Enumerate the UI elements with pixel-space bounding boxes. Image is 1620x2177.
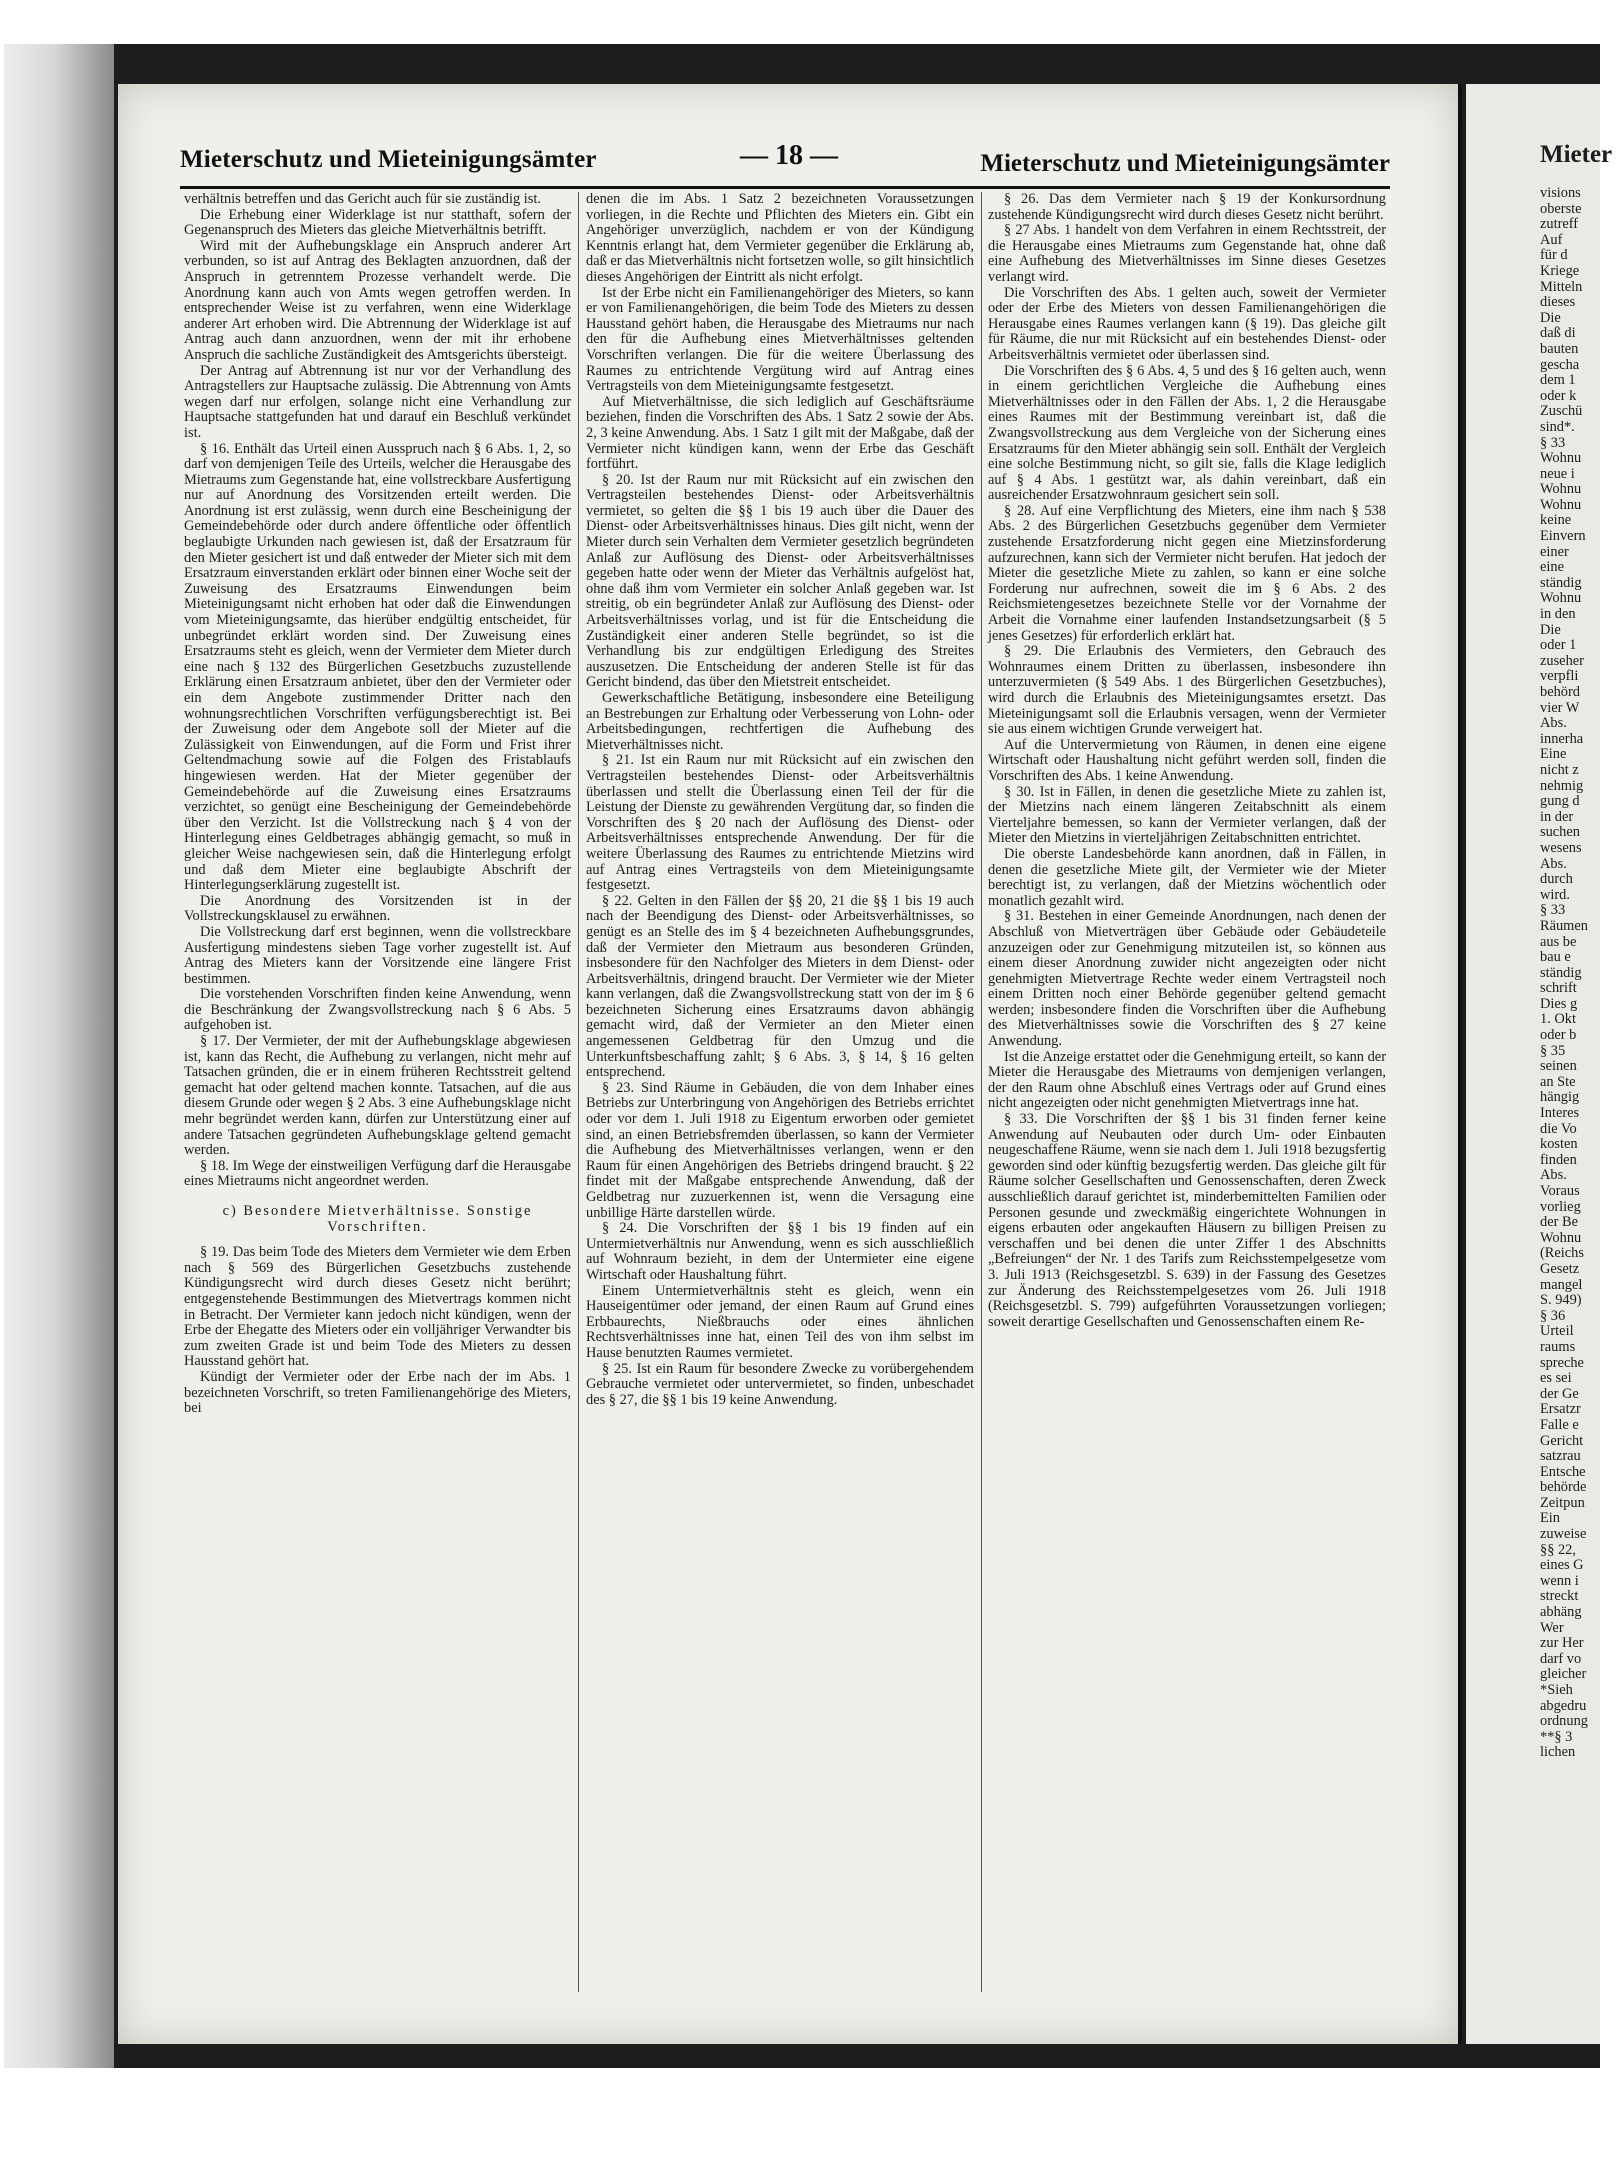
next-page-line: Voraus: [1540, 1183, 1580, 1199]
next-page-line: S. 949): [1540, 1292, 1582, 1309]
next-page-line: eines G: [1540, 1557, 1584, 1574]
next-page-line: es sei: [1540, 1370, 1572, 1387]
paragraph: § 19. Das beim Tode des Mieters dem Vermieter wie dem Erben nach § 569 des Bürgerlichen Gesetzbuchs zustehende Kündigungsrecht wird durch dieses Gesetz nicht berührt; entgegenstehende Bestimmungen des Mietvertrags kommen nicht in Betracht. Der Vermieter kann jedoch nicht kündigen, wenn der Erbe der Ehegatte des Mieters oder ein volljähriger Verwandter bis zum zweiten Grade ist und beim Tode des Mieters zu dessen Hausstand gehört hat.: [184, 1244, 571, 1370]
page-number: — 18 —: [740, 140, 838, 171]
next-page-line: streckt: [1540, 1588, 1579, 1605]
next-page-line: wenn i: [1540, 1572, 1579, 1589]
next-page-line: gleicher: [1540, 1666, 1587, 1683]
next-page-line: wird.: [1540, 886, 1570, 903]
next-page-line: Abs.: [1540, 1167, 1567, 1184]
paragraph: Die Vollstreckung darf erst beginnen, wenn die vollstreckbare Ausfertigung mindestens sieben Tage vorher zugestellt ist. Auf Antrag des Mieters kann der Vorsitzende eine längere Frist bestimmen.: [184, 923, 571, 987]
paragraph: § 28. Auf eine Verpflichtung des Mieters, eine ihm nach § 538 Abs. 2 des Bürgerlichen Gesetzbuchs gegenüber dem Vermieter zustehende Ersatzforderung nicht gegen eine Mietzinsforderung aufzurechnen, kann sich der Vermieter nicht berufen. Hat jedoch der Mieter die gesetzliche Miete zu zahlen, so kann er eine solche Forderung nur aufrechnen, soweit die im § 6 Abs. 2 des Reichsmietengesetzes bezeichnete Stelle vor der Vornahme der Arbeit die Vornahme einer laufenden Instandsetzungsarbeit (§ 5 jenes Gesetzes) für erforderlich erklärt hat.: [988, 502, 1386, 644]
next-page-line: nehmig: [1540, 777, 1584, 794]
paragraph: Ist die Anzeige erstattet oder die Genehmigung erteilt, so kann der Mieter die Herausgabe des Mietraums von demjenigen verlangen, der den Raum ohne Abschluß eines Vertrags oder auf Grund eines nicht angezeigten oder nicht genehmigten Mietvertrags inne hat.: [988, 1048, 1386, 1112]
next-page-line: Wohnu: [1540, 496, 1582, 513]
paragraph: Ist der Erbe nicht ein Familienangehöriger des Mieters, so kann er von Familienangehörigen, die beim Tode des Mieters zu dessen Hausstand gehört haben, die Herausgabe des Mietraums nur nach den für die Aufhebung eines Mietverhältnisses geltenden Vorschriften verlangen. Die für die weitere Überlassung des Raumes zu entrichtende Vergütung wird auf Antrag eines Vertragsteils von dem Mieteinigungsamte festgesetzt.: [586, 284, 974, 395]
paragraph: c) Besondere Mietverhältnisse. Sonstige Vorschriften.: [222, 1203, 533, 1235]
next-page-line: zutreff: [1540, 216, 1579, 233]
paragraph: § 17. Der Vermieter, der mit der Aufhebungsklage abgewiesen ist, kann das Recht, die Aufhebung zu verlangen, nicht mehr auf Tatsachen gründen, die er in einem früheren Rechtsstreit geltend gemacht hat oder geltend machen konnte. Tatsachen, auf die aus diesem Grunde oder wegen § 2 Abs. 3 eine Aufhebungsklage nicht mehr begründet werden kann, dürfen zur Unterstützung einer auf andere Tatsachen gegründeten Aufhebungsklage geltend gemacht werden.: [184, 1033, 571, 1159]
next-page-line: § 36: [1540, 1307, 1566, 1324]
next-page-line: einer: [1540, 543, 1569, 560]
next-page-line: Die: [1540, 621, 1561, 638]
next-page-line: spreche: [1540, 1354, 1584, 1371]
next-page-line: zur Her: [1540, 1635, 1584, 1652]
next-page-line: behörde: [1540, 1479, 1587, 1496]
paragraph: Der Antrag auf Abtrennung ist nur vor der Verhandlung des Antragstellers zur Hauptsache zulässig. Die Abtrennung von Amts wegen darf nur erfolgen, solange nicht eine Verhandlung zur Hauptsache stattgefunden hat und darauf ein Beschluß verkündet ist.: [184, 362, 571, 441]
next-page-line: bau e: [1540, 949, 1571, 966]
paragraph: § 33. Die Vorschriften der §§ 1 bis 31 finden ferner keine Anwendung auf Neubauten oder durch Um- oder Einbauten neugeschaffene Räume, wenn sie nach dem 1. Juli 1918 bezugsfertig geworden sind oder künftig bezugsfertig werden. Das gleiche gilt für Räume solcher Gesellschaften und Genossenschaften, deren Zweck ausschließlich darauf gerichtet ist, minderbemittelten Familien oder Personen gesunde und zweckmäßig eingerichtete Wohnungen in eigens erbauten oder angekauften Häusern zu billigen Preisen zu verschaffen und bei denen die unter Ziffer 1 des Abschnitts „Befreiungen“ der Nr. 1 des Tarifs zum Reichsstempelgesetze vom 3. Juli 1913 (Reichsgesetzbl. S. 639) in der Fassung des Gesetzes zur Änderung des Reichsstempelgesetzes vom 26. Juli 1918 (Reichsgesetzbl. S. 799) aufgeführten Voraussetzungen vorliegen; soweit derartige Gesellschaften und Genossenschaften einem Re-: [988, 1111, 1386, 1330]
next-page-line: Mitteln: [1540, 278, 1583, 295]
paragraph: Auf Mietverhältnisse, die sich lediglich auf Geschäftsräume beziehen, finden die Vorschriften des Abs. 1 Satz 2 sowie der Abs. 2, 3 keine Anwendung. Abs. 1 Satz 1 gilt mit der Maßgabe, daß der Vermieter nicht kündigen kann, wenn der Erbe das Geschäft fortführt.: [586, 393, 974, 473]
next-page-line: zuweise: [1540, 1526, 1587, 1543]
next-page-line: durch: [1540, 871, 1573, 888]
next-page-line: ständig: [1540, 574, 1582, 591]
next-page-line: Kriege: [1540, 262, 1580, 279]
paragraph: Die vorstehenden Vorschriften finden keine Anwendung, wenn die Beschränkung der Zwangsvollstreckung nach § 6 Abs. 5 aufgehoben ist.: [184, 986, 571, 1034]
paragraph: denen die im Abs. 1 Satz 2 bezeichneten Voraussetzungen vorliegen, in die Rechte und Pflichten des Mieters ein. Gibt ein Angehöriger unverzüglich, nachdem er von der Kündigung Kenntnis erlangt hat, dem Vermieter gegenüber die Erklärung ab, daß er das Mietverhältnis nicht fortsetzen wolle, so gilt hinsichtlich dieses Angehörigen der Eintritt als nicht erfolgt.: [586, 191, 974, 285]
paragraph: Gewerkschaftliche Betätigung, insbesondere eine Beteiligung an Bestrebungen zur Erhaltung oder Verbesserung von Lohn- oder Arbeitsbedingungen, rechtfertigen die Aufhebung des Mietverhältnisses nicht.: [586, 690, 974, 753]
next-page-line: visions: [1540, 185, 1581, 201]
next-page-running-head: Mieter: [1540, 141, 1613, 168]
next-page-line: ordnung: [1540, 1713, 1588, 1730]
next-page-line: Abs.: [1540, 855, 1567, 872]
next-page-line: suchen: [1540, 824, 1580, 841]
paragraph: § 21. Ist ein Raum nur mit Rücksicht auf ein zwischen den Vertragsteilen bestehendes Dienst- oder Arbeitsverhältnis überlassen und stellt die Überlassung einen Teil der für die Leistung der Dienste zu gewährenden Vergütung dar, so finden die Vorschriften des § 20 nach der Auflösung des Dienst- oder Arbeitsverhältnisses entsprechende Anwendung. Der für die weitere Überlassung des Raumes zu entrichtende Mietzins wird auf Antrag eines Vertragsteils von dem Mieteinigungsamte festgesetzt.: [586, 752, 974, 894]
paragraph: § 22. Gelten in den Fällen der §§ 20, 21 die §§ 1 bis 19 auch nach der Beendigung des Dienst- oder Arbeitsverhältnisses, so genügt es an Stelle des im § 4 bezeichneten Aufhebungsgrundes, daß der Vermieter den Mietraum aus besonderen Gründen, insbesondere für den Nachfolger des Mieters in dem Dienst- oder Arbeitsverhältnis, dringend braucht. Der Vermieter wie der Mieter kann verlangen, daß die Zwangsvollstreckung statt von der im § 6 bezeichneten Sicherung eines Ersatzraums davon abhängig gemacht wird, daß der Vermieter an den Mieter einen angemessenen Geldbetrag für den Umzug und die Unterkunftsbeschaffung zahlt; § 6 Abs. 3, § 14, § 16 gelten entsprechend.: [586, 892, 974, 1081]
next-page-line: oder 1: [1540, 637, 1577, 654]
paragraph: Einem Untermietverhältnis steht es gleich, wenn ein Hauseigentümer oder jemand, der einen Raum auf Grund eines Erbbaurechts, Nießbrauchs oder eines ähnlichen Rechtsverhältnisses inne hat, einen Teil des von ihm selbst im Hause benutzten Raumes vermietet.: [586, 1282, 974, 1361]
next-page-line: mangel: [1540, 1276, 1583, 1293]
paragraph: § 27 Abs. 1 handelt von dem Verfahren in einem Rechtsstreit, der die Herausgabe eines Mietraums zum Gegenstande hat, ohne daß eine Aufhebung des Mietverhältnisses im Sinne dieses Gesetzes verlangt wird.: [988, 222, 1386, 285]
next-page-line: oder k: [1540, 387, 1577, 404]
text-column-3: [988, 192, 1386, 1992]
next-page-line: Wohnu: [1540, 481, 1582, 498]
paragraph: § 30. Ist in Fällen, in denen die gesetzliche Miete zu zahlen ist, der Mietzins nach einem längeren Zeitabschnitt als einem Vierteljahre bemessen, so kann der Vermieter verlangen, daß der Mieter den Mietzins in vierteljährigen Zeitabschnitten entrichtet.: [988, 783, 1386, 847]
next-page-line: schrift: [1540, 980, 1577, 997]
next-page-line: Ersatzr: [1540, 1401, 1581, 1418]
next-page-line: Interes: [1540, 1105, 1580, 1122]
next-page-line: keine: [1540, 512, 1572, 529]
next-page-line: abhäng: [1540, 1604, 1582, 1621]
next-page-line: Abs.: [1540, 715, 1567, 732]
next-page-line: bauten: [1540, 340, 1579, 357]
next-page-line: Die: [1540, 309, 1561, 326]
paragraph: Die oberste Landesbehörde kann anordnen, daß in Fällen, in denen die gesetzliche Miete gilt, der Vermieter wie der Mieter berechtigt ist, zu verlangen, daß der Mietzins wöchentlich oder monatlich gezahlt wird.: [988, 845, 1386, 909]
next-page-line: verpfli: [1540, 668, 1579, 685]
next-page-line: Zuschü: [1540, 403, 1583, 420]
running-head-rule: [180, 186, 1390, 189]
running-head-left: Mieterschutz und Mieteinigungsämter: [180, 146, 597, 173]
next-page-line: innerha: [1540, 730, 1584, 747]
paragraph: Kündigt der Vermieter oder der Erbe nach der im Abs. 1 bezeichneten Vorschrift, so treten Familienangehörige des Mieters, bei: [184, 1368, 571, 1417]
page-gutter: [1458, 84, 1462, 2044]
next-page-line: wesens: [1540, 839, 1582, 856]
paragraph: § 20. Ist der Raum nur mit Rücksicht auf ein zwischen den Vertragsteilen bestehendes Dienst- oder Arbeitsverhältnis vermietet, so gelten die §§ 1 bis 19 auch über die Dauer des Dienst- oder Arbeitsverhältnisses hinaus. Dies gilt nicht, wenn der Mieter durch sein Verhalten dem Vermieter gesetzlich begründeten Anlaß zur Auflösung des Dienst- oder Arbeitsverhältnisses gegeben hatte oder wenn der Mieter das Verhältnis aufgelöst hat, ohne daß ihm vom Vermieter ein solcher Anlaß gegeben war. Ist streitig, ob ein begründeter Anlaß zur Auflösung des Dienst- oder Arbeitsverhältnisses vorlag, und ist für die Entscheidung die Zuständigkeit einer anderen Stelle begründet, so ist die Verhandlung bis zur endgültigen Erledigung des Streites auszusetzen. Die Entscheidung der anderen Stelle ist für das Gericht bindend, das über den Mietstreit entscheidet.: [586, 471, 974, 691]
next-page-line: aus be: [1540, 933, 1577, 950]
paragraph: Wird mit der Aufhebungsklage ein Anspruch anderer Art verbunden, so ist auf Antrag des Beklagten anzuordnen, daß der Anspruch in getrenntem Prozesse verhandelt werde. Die Anordnung kann auch von Amts wegen getroffen werden. In entsprechender Weise ist zu verfahren, wenn eine Widerklage anderer Art erhoben wird. Die Abtrennung der Widerklage ist auf Antrag auch dann anzuordnen, wenn der mit ihr erhobene Anspruch die sachliche Zuständigkeit des Amtsgerichts übersteigt.: [184, 237, 571, 363]
next-page-line: seinen: [1540, 1058, 1577, 1075]
next-page-line: abgedru: [1540, 1697, 1587, 1714]
next-page-line: § 33: [1540, 902, 1566, 919]
next-page-line: gung d: [1540, 793, 1580, 810]
text-column-2: [586, 192, 974, 1992]
next-page-line: behörd: [1540, 684, 1580, 700]
next-page-line: der Ge: [1540, 1385, 1579, 1402]
next-page-line: Gericht: [1540, 1432, 1584, 1449]
next-page-line: zuseher: [1540, 652, 1584, 669]
running-head-right: Mieterschutz und Mieteinigungsämter: [980, 150, 1390, 177]
paragraph: verhältnis betreffen und das Gericht auch für sie zuständig ist.: [184, 191, 541, 207]
paragraph: Die Anordnung des Vorsitzenden ist in der Vollstreckungsklausel zu erwähnen.: [184, 892, 571, 925]
scan-left-margin: [4, 44, 114, 2068]
next-page-line: daß di: [1540, 325, 1576, 342]
next-page-line: Wohnu: [1540, 590, 1582, 607]
next-page-line: Gesetz: [1540, 1260, 1580, 1277]
next-page-line: Entsche: [1540, 1463, 1586, 1480]
running-head: [180, 140, 1390, 184]
next-page-line: **§ 3: [1540, 1728, 1573, 1745]
next-page-line: oder b: [1540, 1027, 1577, 1044]
paragraph: § 16. Enthält das Urteil einen Ausspruch nach § 6 Abs. 1, 2, so darf von demjenigen Teile des Urteils, welcher die Herausgabe des Mietraums zum Gegenstande hat, eine vollstreckbare Ausfertigung nur auf Anordnung des Vorsitzenden erteilt werden. Die Anordnung ist erst zulässig, wenn durch eine Bescheinigung der Gemeindebehörde oder durch andere öffentliche oder öffentlich beglaubigte Urkunden nach gewiesen ist, daß der Ersatzraum für den Mieter gesichert ist und daß entweder der Mieter sich mit dem Ersatzraum einverstanden erklärt oder binnen einer Woche seit der Zuweisung des Ersatzraums Einwendungen beim Mieteinigungsamt nicht erhoben hat oder daß die Einwendungen vom Mieteinigungsamte, das hierüber endgültig entscheidet, für unbegründet erklärt worden sind. Der Zuweisung eines Ersatzraums steht es gleich, wenn der Vermieter dem Mieter durch eine nach § 132 des Bürgerlichen Gesetzbuchs zuzustellende Erklärung einen Ersatzraum anbietet, über den der Vermieter oder ein dem Angebote zustimmender Dritter nach den wohnungsrechtlichen Vorschriften verfügungsberechtigt ist. Bei der Zuweisung oder dem Angebote soll der Mieter auf die Zulässigkeit von Einwendungen, auf die Form und Frist ihrer Geltendmachung sowie auf die Folgen des Fristablaufs hingewiesen werden. Hat der Mieter gegenüber der Gemeindebehörde auf die Zuweisung eines Ersatzraums verzichtet, so genügt eine Bescheinigung der Gemeindebehörde über den Verzicht. Ist die Vollstreckung nach § 4 von der Hinterlegung eines Geldbetrages abhängig gemacht, so muß in gleicher Weise nachgewiesen sein, daß die Hinterlegung erfolgt und daß dem Mieter eine beglaubigte Abschrift der Hinterlegungserklärung zugestellt ist.: [184, 440, 571, 894]
next-page-line: Zeitpun: [1540, 1494, 1585, 1511]
next-page-line: für d: [1540, 247, 1568, 264]
next-page-line: in den: [1540, 606, 1576, 623]
paragraph: Die Vorschriften des Abs. 1 gelten auch, soweit der Vermieter oder der Erbe des Mieters von dessen Familienangehörigen die Herausgabe eines Raumes verlangen kann (§ 19). Das gleiche gilt für Räume, die nur mit Rücksicht auf ein bestehendes Dienst- oder Arbeitsverhältnis vermietet oder überlassen sind.: [988, 284, 1386, 363]
paragraph: § 26. Das dem Vermieter nach § 19 der Konkursordnung zustehende Kündigungsrecht wird durch dieses Gesetz nicht berührt.: [988, 191, 1386, 223]
next-page-line: Dies g: [1540, 995, 1578, 1012]
next-page-line: gescha: [1540, 356, 1580, 373]
next-page-line: der Be: [1540, 1214, 1578, 1231]
text-column-1: [184, 192, 571, 1992]
next-page-line: vorlieg: [1540, 1198, 1581, 1215]
next-page-line: ständig: [1540, 964, 1582, 981]
paragraph: § 18. Im Wege der einstweiligen Verfügung darf die Herausgabe eines Mietraums nicht angeordnet werden.: [184, 1157, 571, 1190]
next-page-line: Auf: [1540, 231, 1563, 248]
next-page-line: dieses: [1540, 294, 1576, 311]
paragraph: § 31. Bestehen in einer Gemeinde Anordnungen, nach denen der Abschluß von Mietverträgen über Gebäude oder Gebäudeteile anzuzeigen oder zur Genehmigung mitzuteilen ist, so können aus einem dieser Anordnung zuwider nicht angezeigten oder nicht genehmigten Mietvertrage Rechte weder einem Vertragsteil noch einem Dritten noch einer Behörde gegenüber geltend gemacht werden; insbesondere finden die Vorschriften über die Aufhebung des Mietverhältnisses sowie die Vorschriften des § 27 keine Anwendung.: [988, 908, 1386, 1050]
next-page-line: hängig: [1540, 1089, 1580, 1106]
next-page-line: dem 1: [1540, 372, 1576, 389]
paragraph: § 23. Sind Räume in Gebäuden, die von dem Inhaber eines Betriebs zur Unterbringung von Angehörigen des Betriebs errichtet oder vor dem 1. Juli 1918 zu Eigentum erworben oder gemietet sind, an einen Betriebsfremden überlassen, so kann der Vermieter die Aufhebung des Mietverhältnisses verlangen, wenn er den Raum für einen Angehörigen des Betriebs dringend braucht. § 22 findet mit der Maßgabe entsprechende Anwendung, daß der Geldbetrag nur zuzuerkennen ist, wenn die Versagung eine unbillige Härte darstellen würde.: [586, 1079, 974, 1221]
next-page-line: raums: [1540, 1338, 1576, 1355]
next-page-line: in der: [1540, 808, 1574, 825]
next-page-text: [1540, 140, 1620, 2040]
paragraph: Die Vorschriften des § 6 Abs. 4, 5 und des § 16 gelten auch, wenn in einem gerichtlichen Vergleiche die Aufhebung eines Mietverhältnisses oder in den Fällen der Abs. 1, 2 die Herausgabe eines Raumes mit der Bestimmung vereinbart ist, daß die Zwangsvollstreckung aus dem Vergleiche von der Sicherung eines Ersatzraums für den Mieter abhängig sein soll. Enthält der Vergleich eine solche Bestimmung nicht, so gilt sie, falls die Klage lediglich auf § 4 Abs. 1 gestützt war, als dahin vereinbart, daß ein ausreichender Ersatzwohnraum gesichert sein soll.: [988, 362, 1386, 504]
next-page-line: die Vo: [1540, 1120, 1577, 1137]
column-rule: [981, 192, 982, 1992]
next-page-line: lichen: [1540, 1744, 1576, 1761]
next-page-line: finden: [1540, 1151, 1577, 1168]
next-page-line: eine: [1540, 559, 1564, 576]
next-page-line: oberste: [1540, 200, 1582, 217]
next-page-line: § 33: [1540, 434, 1566, 451]
next-page-line: Einvern: [1540, 528, 1586, 545]
next-page-line: §§ 22,: [1540, 1541, 1576, 1558]
column-rule: [578, 192, 579, 1992]
next-page-line: Ein: [1540, 1510, 1560, 1527]
next-page-line: 1. Okt: [1540, 1011, 1576, 1028]
next-page-line: *Sieh: [1540, 1682, 1573, 1698]
next-page-line: sind*.: [1540, 418, 1575, 435]
next-page-line: Wohnu: [1540, 1229, 1582, 1246]
next-page-line: § 35: [1540, 1042, 1566, 1059]
next-page-line: Wer: [1540, 1619, 1564, 1636]
paragraph: Die Erhebung einer Widerklage ist nur statthaft, sofern der Gegenanspruch des Mieters das gleiche Mietverhältnis betrifft.: [184, 206, 571, 239]
next-page-line: darf vo: [1540, 1650, 1582, 1667]
paragraph: § 24. Die Vorschriften der §§ 1 bis 19 finden auf ein Untermietverhältnis nur Anwendung, wenn es sich ausschließlich auf Wohnraum bezieht, in dem der Untermieter eine eigene Wirtschaft oder Haushaltung führt.: [586, 1220, 974, 1283]
next-page-line: Wohnu: [1540, 450, 1582, 467]
next-page-line: nicht z: [1540, 761, 1579, 778]
next-page-line: neue i: [1540, 465, 1575, 482]
paragraph: Auf die Untervermietung von Räumen, in denen eine eigene Wirtschaft oder Haushaltung nicht geführt werden soll, finden die Vorschriften des Abs. 1 keine Anwendung.: [988, 736, 1386, 784]
next-page-line: an Ste: [1540, 1073, 1576, 1090]
next-page-line: satzrau: [1540, 1448, 1581, 1465]
next-page-line: (Reichs: [1540, 1245, 1584, 1262]
next-page-line: Falle e: [1540, 1416, 1579, 1433]
next-page-line: kosten: [1540, 1136, 1578, 1153]
paragraph: § 25. Ist ein Raum für besondere Zwecke zu vorübergehendem Gebrauche vermietet oder untervermietet, so finden, unbeschadet des § 27, die §§ 1 bis 19 keine Anwendung.: [586, 1360, 974, 1408]
next-page-line: vier W: [1540, 699, 1580, 716]
next-page-line: Urteil: [1540, 1323, 1574, 1340]
next-page-line: Räumen: [1540, 917, 1588, 934]
paragraph: § 29. Die Erlaubnis des Vermieters, den Gebrauch des Wohnraumes einem Dritten zu überlassen, insbesondere ihn unterzuvermieten (§ 549 Abs. 1 des Bürgerlichen Gesetzbuches), wird durch die Erlaubnis des Mieteinigungsamtes ersetzt. Das Mieteinigungsamt soll die Erlaubnis versagen, wenn der Vermieter sie aus einem wichtigen Grunde verweigert hat.: [988, 643, 1386, 738]
next-page-line: Eine: [1540, 746, 1567, 763]
